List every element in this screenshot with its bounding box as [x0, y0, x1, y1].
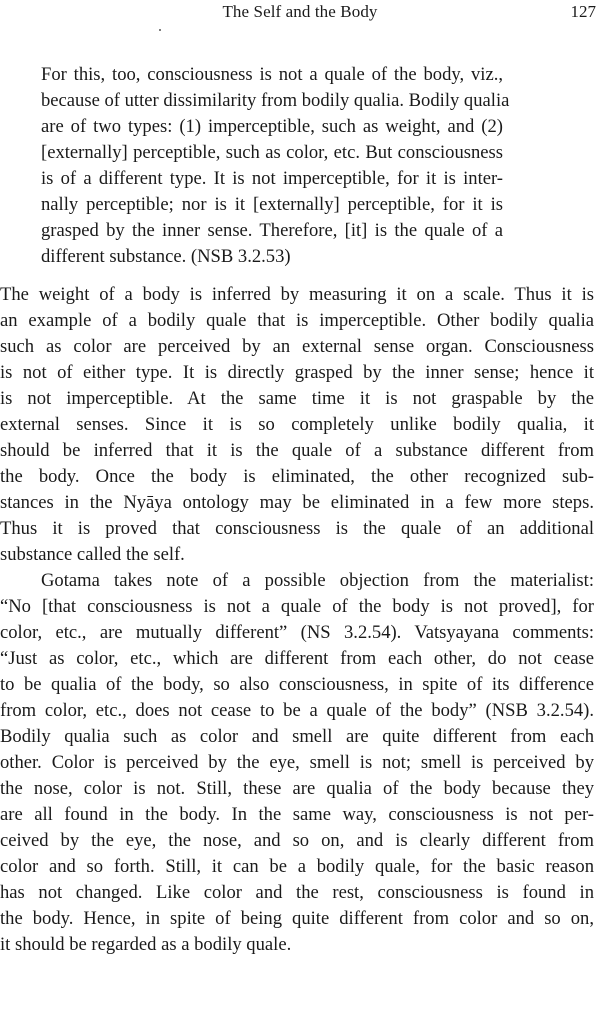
text-line: color, etc., are mutually different” (NS 3.2.54). Vatsyayana comments: [0, 622, 594, 643]
text-line: it should be regarded as a bodily quale. [0, 934, 292, 955]
text-line: the body. Once the body is eliminated, the other recognized sub- [0, 466, 594, 487]
text-line: substance called the self. [0, 544, 185, 565]
text-line: such as color are perceived by an external sense organ. Consciousness [0, 336, 594, 357]
text-line: from color, etc., does not cease to be a quale of the body” (NSB 3.2.54). [0, 700, 594, 721]
text-line: nally perceptible; nor is it [externally] perceptible, for it is [41, 194, 503, 215]
text-line: because of utter dissimilarity from bodily qualia. Bodily qualia [41, 90, 510, 111]
text-line: ceived by the eye, the nose, and so on, and is clearly different from [0, 830, 594, 851]
scan-speck [159, 29, 161, 31]
running-head [0, 0, 600, 26]
text-line: is not imperceptible. At the same time it is not graspable by the [0, 388, 594, 409]
text-line: The weight of a body is inferred by measuring it on a scale. Thus it is [0, 284, 594, 305]
text-line: other. Color is perceived by the eye, smell is not; smell is perceived by [0, 752, 594, 773]
text-line: the body. Hence, in spite of being quite different from color and so on, [0, 908, 594, 929]
text-line: to be qualia of the body, so also consciousness, in spite of its difference [0, 674, 594, 695]
text-line: external senses. Since it is so completely unlike bodily qualia, it [0, 414, 594, 435]
text-line: Thus it is proved that consciousness is the quale of an additional [0, 518, 594, 539]
text-line: [externally] perceptible, such as color, etc. But consciousness [41, 142, 503, 163]
text-line: color and so forth. Still, it can be a bodily quale, for the basic reason [0, 856, 594, 877]
text-line: the nose, color is not. Still, these are qualia of the body because they [0, 778, 594, 799]
text-line: an example of a bodily quale that is imperceptible. Other bodily qualia [0, 310, 594, 331]
text-line: “Just as color, etc., which are different from each other, do not cease [0, 648, 594, 669]
text-line: should be inferred that it is the quale of a substance different from [0, 440, 594, 461]
text-line: are of two types: (1) imperceptible, such as weight, and (2) [41, 116, 503, 137]
text-line: is not of either type. It is directly grasped by the inner sense; hence it [0, 362, 594, 383]
text-line: “No [that consciousness is not a quale of the body is not proved], for [0, 596, 594, 617]
text-line: stances in the Nyāya ontology may be eliminated in a few more steps. [0, 492, 594, 513]
text-line: is of a different type. It is not imperceptible, for it is inter- [41, 168, 503, 189]
text-line: different substance. (NSB 3.2.53) [41, 246, 291, 267]
text-line: grasped by the inner sense. Therefore, [it] is the quale of a [41, 220, 503, 241]
text-line: Gotama takes note of a possible objection from the materialist: [41, 570, 594, 591]
text-line: has not changed. Like color and the rest, consciousness is found in [0, 882, 594, 903]
text-line: For this, too, consciousness is not a quale of the body, viz., [41, 64, 503, 85]
chapter-title: The Self and the Body [222, 2, 378, 21]
text-line: are all found in the body. In the same way, consciousness is not per- [0, 804, 594, 825]
page-number: 127 [570, 2, 596, 21]
text-line: Bodily qualia such as color and smell are quite different from each [0, 726, 594, 747]
